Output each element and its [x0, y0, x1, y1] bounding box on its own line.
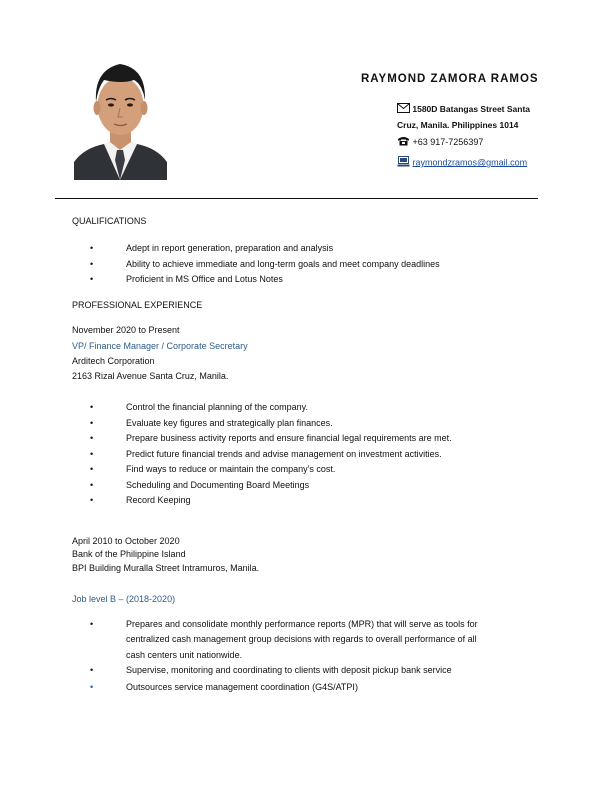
job1-duty: Evaluate key figures and strategically plan finances. [126, 418, 333, 428]
address-line-1: 1580D Batangas Street Santa [412, 104, 531, 114]
job2-duty: Prepares and consolidate monthly performance reports (MPR) that will serve as tools for [126, 619, 478, 629]
candidate-name: RAYMOND ZAMORA RAMOS [361, 73, 539, 85]
job1-duty: Predict future financial trends and advise management on investment activities. [126, 449, 442, 459]
job2-dates: April 2010 to October 2020 [72, 536, 180, 546]
bullet: • [90, 259, 94, 269]
job1-duty: Control the financial planning of the company. [126, 402, 308, 412]
job1-duty: Scheduling and Documenting Board Meetings [126, 480, 310, 490]
email-link[interactable]: raymondzramos@gmail.com [412, 157, 528, 168]
telephone-icon [397, 136, 410, 149]
bullet: • [90, 682, 94, 692]
envelope-icon [397, 103, 410, 116]
job1-title: VP/ Finance Manager / Corporate Secretary [72, 341, 248, 351]
bullet: • [90, 619, 94, 629]
job1-company: Arditech Corporation [72, 356, 155, 366]
job2-duty: Supervise, monitoring and coordinating to clients with deposit pickup bank service [126, 665, 452, 675]
job1-duty: Find ways to reduce or maintain the company’s cost. [126, 464, 336, 474]
contact-address [397, 103, 530, 116]
bullet: • [90, 495, 94, 505]
job1-duty: Prepare business activity reports and ensure financial legal requirements are met. [126, 433, 452, 443]
bullet: • [90, 418, 94, 428]
bullet: • [90, 449, 94, 459]
qualification-item: Proficient in MS Office and Lotus Notes [126, 274, 283, 284]
bullet: • [90, 480, 94, 490]
bullet: • [90, 402, 94, 412]
contact-phone [397, 136, 483, 149]
bullet: • [90, 243, 94, 253]
phone-number: +63 917-7256397 [412, 137, 484, 147]
bullet: • [90, 665, 94, 675]
address-line-2: Cruz, Manila. Philippines 1014 [397, 120, 519, 130]
job2-address: BPI Building Muralla Street Intramuros, Manila. [72, 563, 260, 573]
contact-email [397, 156, 527, 170]
header-divider [55, 198, 538, 199]
job2-duty-continued: centralized cash management group decisions with regards to overall performance of all [126, 634, 477, 644]
experience-heading: PROFESSIONAL EXPERIENCE [72, 300, 203, 310]
job1-duty: Record Keeping [126, 495, 191, 505]
job2-duty: Outsources service management coordination (G4S/ATPI) [126, 682, 358, 692]
job2-level: Job level B – (2018-2020) [72, 594, 176, 604]
profile-photo-illustration [74, 50, 167, 180]
computer-icon [397, 156, 410, 170]
bullet: • [90, 433, 94, 443]
job1-address: 2163 Rizal Avenue Santa Cruz, Manila. [72, 371, 229, 381]
qualification-item: Ability to achieve immediate and long-term goals and meet company deadlines [126, 259, 440, 269]
bullet: • [90, 464, 94, 474]
qualifications-heading: QUALIFICATIONS [72, 216, 147, 226]
qualification-item: Adept in report generation, preparation and analysis [126, 243, 334, 253]
bullet: • [90, 274, 94, 284]
job2-duty-continued: cash centers unit nationwide. [126, 650, 243, 660]
job2-company: Bank of the Philippine Island [72, 549, 186, 559]
profile-photo [74, 50, 167, 180]
job1-dates: November 2020 to Present [72, 325, 180, 335]
